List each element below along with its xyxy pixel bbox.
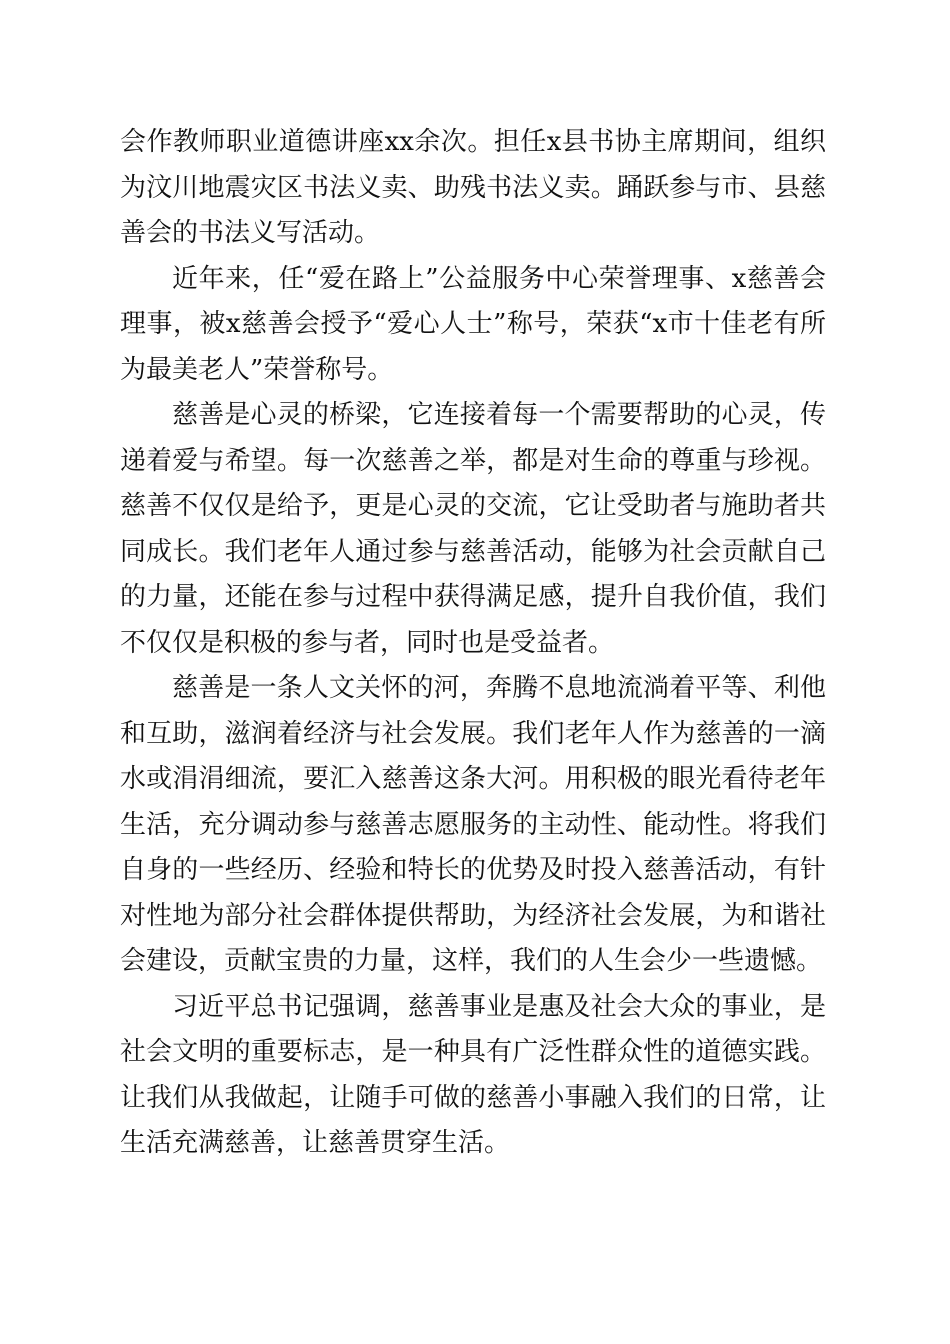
paragraph-1: 会作教师职业道德讲座xx余次。担任x县书协主席期间，组织为汶川地震灾区书法义卖、助残书法义卖。踊跃参与市、县慈善会的书法义写活动。 (120, 127, 826, 248)
paragraph-4: 慈善是一条人文关怀的河，奔腾不息地流淌着平等、利他和互助，滋润着经济与社会发展。我们老年人作为慈善的一滴水或涓涓细流，要汇入慈善这条大河。用积极的眼光看待老年生活，充分调动参与慈善志愿服务的主动性、能动性。将我们自身的一些经历、经验和特长的优势及时投入慈善活动，有针对性地为部分社会群体提供帮助，为经济社会发展，为和谐社会建设，贡献宝贵的力量，这样，我们的人生会少一些遗憾。 (120, 673, 826, 976)
document-body (120, 120, 826, 1167)
paragraph-2: 近年来，任“爱在路上”公益服务中心荣誉理事、x慈善会理事，被x慈善会授予“爱心人士”称号，荣获“x市十佳老有所为最美老人”荣誉称号。 (120, 263, 826, 385)
paragraph-5: 习近平总书记强调，慈善事业是惠及社会大众的事业，是社会文明的重要标志，是一种具有广泛性群众性的道德实践。让我们从我做起，让随手可做的慈善小事融入我们的日常，让生活充满慈善，让慈善贯穿生活。 (120, 991, 826, 1158)
paragraph-3: 慈善是心灵的桥梁，它连接着每一个需要帮助的心灵，传递着爱与希望。每一次慈善之举，都是对生命的尊重与珍视。慈善不仅仅是给予，更是心灵的交流，它让受助者与施助者共同成长。我们老年人通过参与慈善活动，能够为社会贡献自己的力量，还能在参与过程中获得满足感，提升自我价值，我们不仅仅是积极的参与者，同时也是受益者。 (120, 400, 826, 658)
